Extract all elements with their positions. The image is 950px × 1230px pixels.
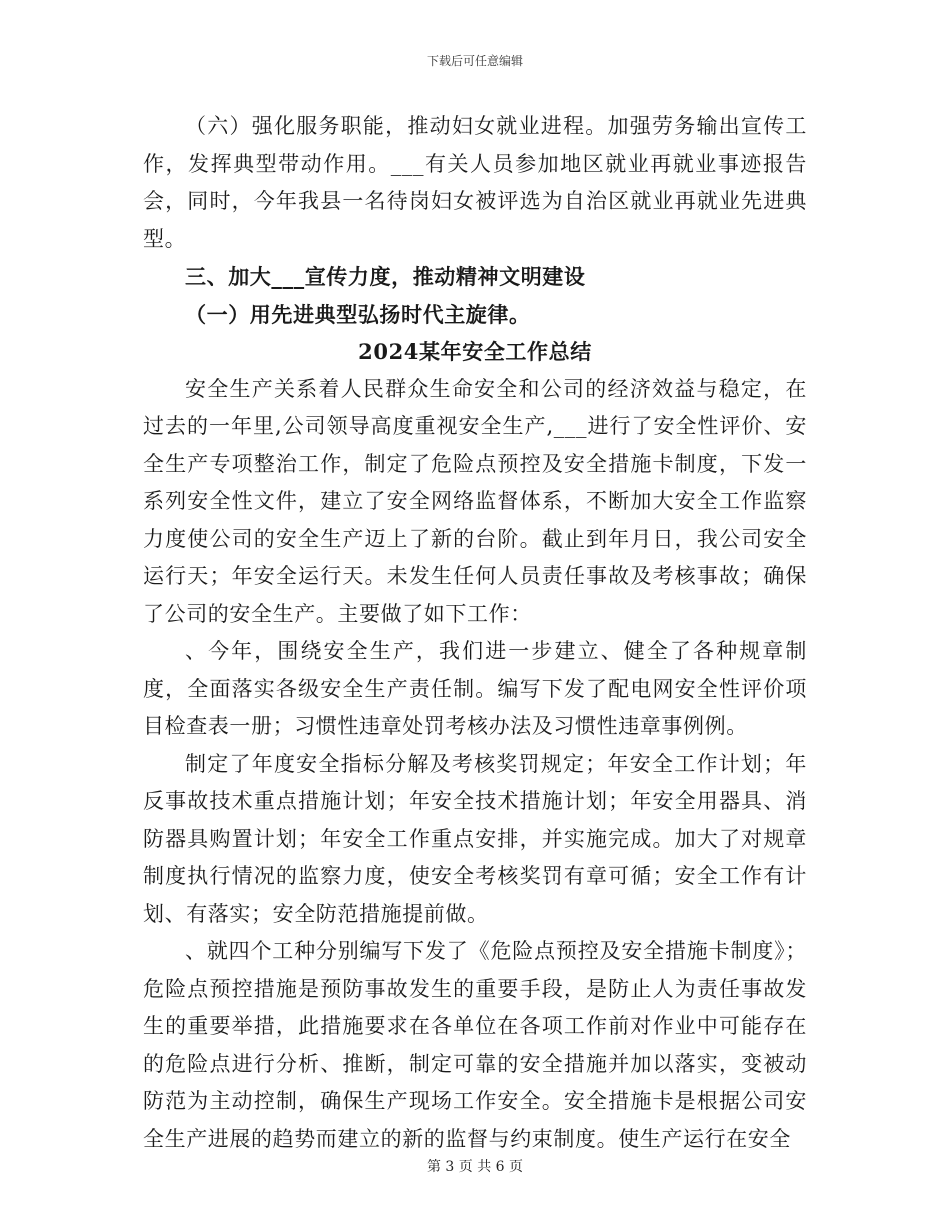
paragraph-intro: 安全生产关系着人民群众生命安全和公司的经济效益与稳定，在过去的一年里,公司领导高度重视安全生产,___进行了安全性评价、安全生产专项整治工作，制定了危险点预控及安全措施卡制度，下发一系列安全性文件，建立了安全网络监督体系，不断加大安全工作监察力度使公司的安全生产迈上了新的台阶。截止到年月日，我公司安全运行天；年安全运行天。未发生任何人员责任事故及考核事故；确保了公司的安全生产。主要做了如下工作： [143, 376, 807, 626]
document-title: 2024某年安全工作总结 [358, 339, 592, 364]
header-note: 下载后可任意编辑 [426, 54, 523, 68]
page-footer: 第 3 页 共 6 页 [426, 1159, 524, 1175]
subsection-heading-1: （一）用先进典型弘扬时代主旋律。 [185, 301, 531, 327]
section-heading-3: 三、加大___宣传力度，推动精神文明建设 [185, 264, 586, 289]
paragraph-women-employment: （六）强化服务职能，推动妇女就业进程。加强劳务输出宣传工作，发挥典型带动作用。___有关人员参加地区就业再就业事迹报告会，同时，今年我县一名待岗妇女被评选为自治区就业再就业先进典型。 [143, 114, 807, 251]
paragraph-plans: 制定了年度安全指标分解及考核奖罚规定；年安全工作计划；年反事故技术重点措施计划；年安全技术措施计划；年安全用器具、消防器具购置计划；年安全工作重点安排，并实施完成。加大了对规章制度执行情况的监察力度，使安全考核奖罚有章可循；安全工作有计划、有落实；安全防范措施提前做。 [143, 751, 807, 926]
paragraph-regulations: 、今年，围绕安全生产，我们进一步建立、健全了各种规章制度，全面落实各级安全生产责任制。编写下发了配电网安全性评价项目检查表一册；习惯性违章处罚考核办法及习惯性违章事例例。 [143, 639, 807, 738]
paragraph-risk-control: 、就四个工种分别编写下发了《危险点预控及安全措施卡制度》；危险点预控措施是预防事故发生的重要手段，是防止人为责任事故发生的重要举措，此措施要求在各单位在各项工作前对作业中可能存在的危险点进行分析、推断，制定可靠的安全措施并加以落实，变被动防范为主动控制，确保生产现场工作安全。安全措施卡是根据公司安全生产进展的趋势而建立的新的监督与约束制度。使生产运行在安全 [143, 939, 807, 1151]
document-body [143, 108, 807, 1158]
